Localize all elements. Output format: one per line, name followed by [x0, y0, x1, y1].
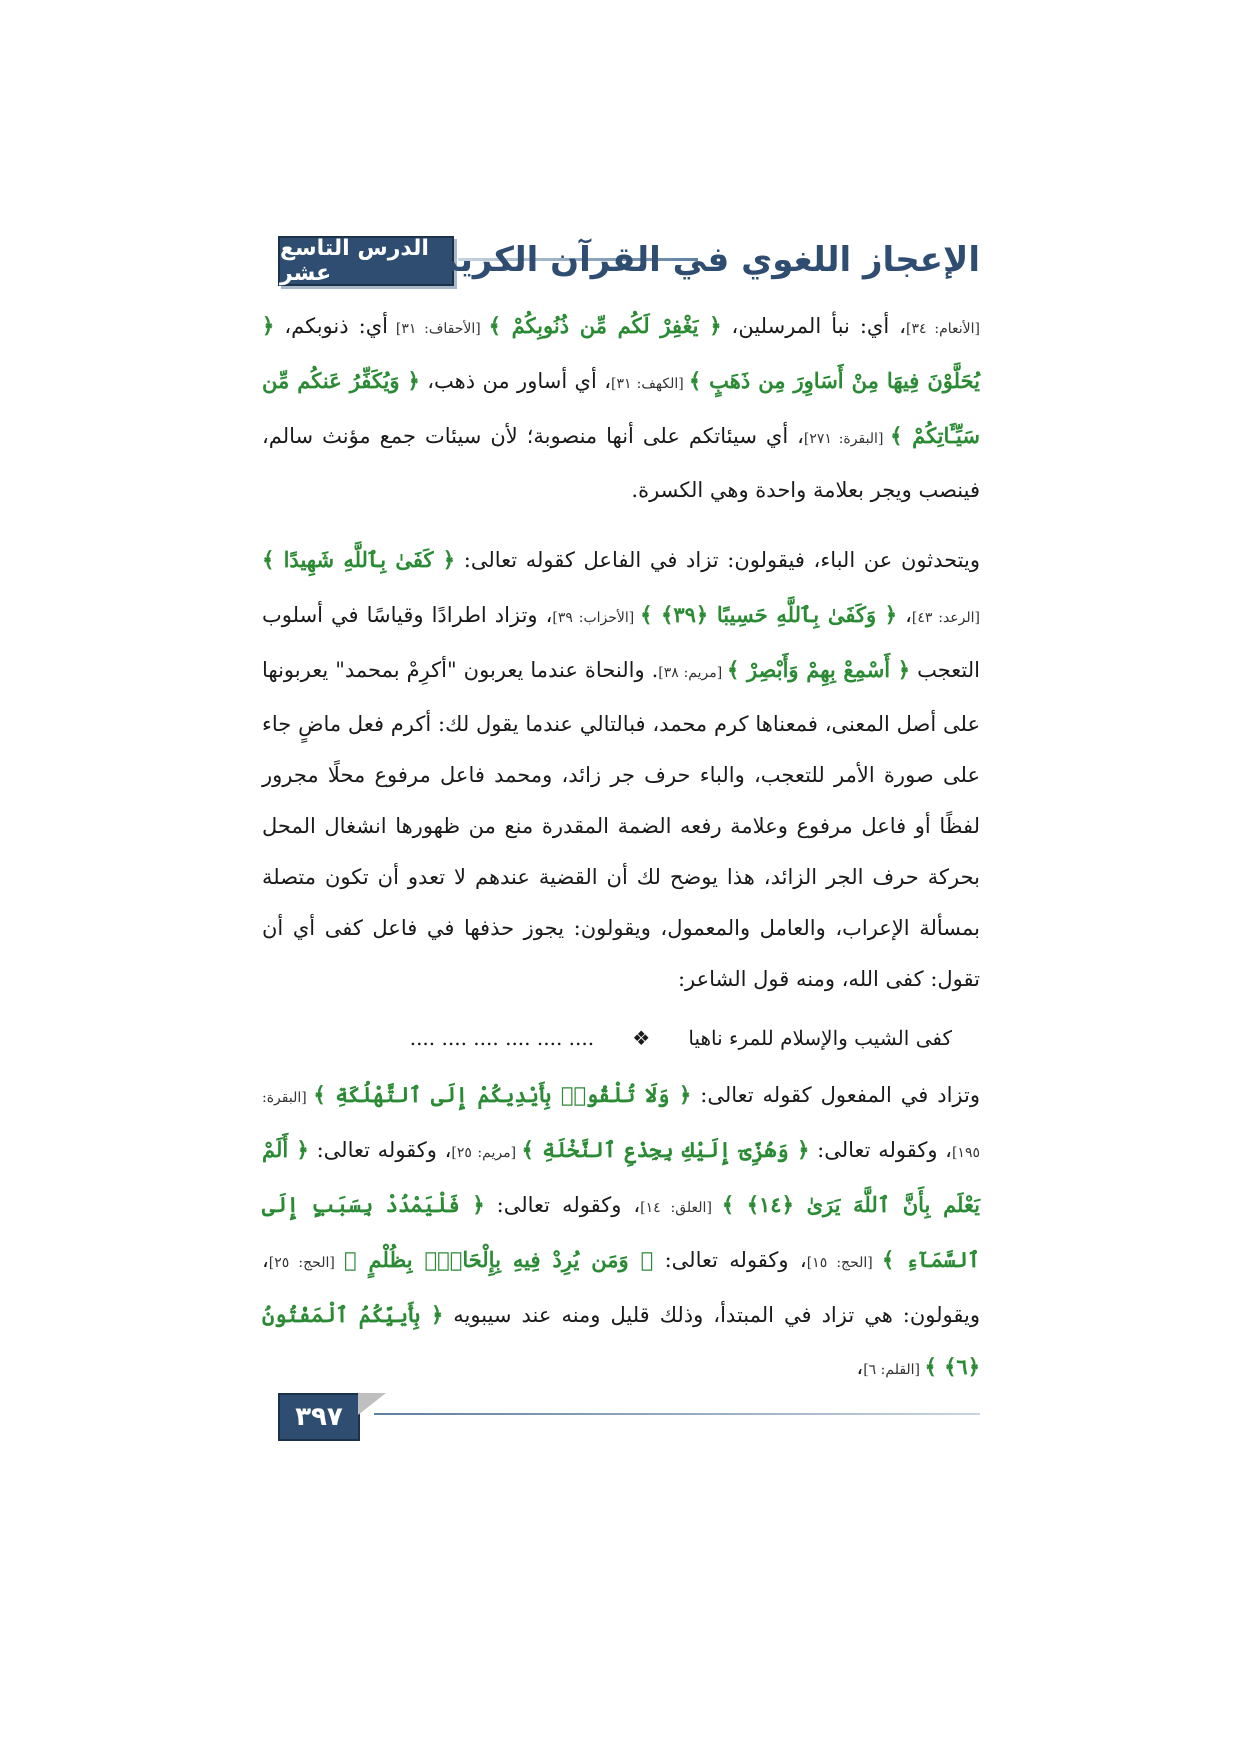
verse-second-half: .... .... .... .... .... ....: [409, 1026, 595, 1050]
page-header: [278, 232, 980, 288]
quran-quote: ﴿ بِأَييِّكُمُ ٱلْمَفْتُونُ ﴿٦﴾ ﴾: [262, 1302, 980, 1379]
page-number-tab: [358, 1393, 386, 1415]
quran-quote: ﴿ وَمَن يُرِدْ فِيهِ بِإِلْحَادٍۭ بِظُلْمٍ ﴾: [343, 1247, 654, 1272]
quran-quote: ﴿ أَلَمْ يَعْلَم بِأَنَّ ٱللَّهَ يَرَىٰ ﴿١٤﴾ ﴾: [262, 1137, 980, 1217]
citation: [الأنعام: ٣٤]: [906, 321, 981, 337]
quran-quote: ﴿ أَسْمِعْ بِهِمْ وَأَبْصِرْ ﴾: [727, 657, 911, 682]
paragraph-1: [262, 300, 980, 516]
quran-quote: ﴿ فَلْيَمْدُدْ بِسَبَبٍ إِلَى ٱلسَّمَآءِ ﴾: [262, 1192, 980, 1272]
text: . والنحاة عندما يعربون "أكرِمْ بمحمد" يعربونها على أصل المعنى، فمعناها كرم محمد، فبالتالي عندما يقول لك: أكرم فعل ماضٍ جاء على صورة الأمر للتعجب، والباء حرف جر زائد، ومحمد فاعل مرفوع محلًا مجرور لفظًا أو فاعل مرفوع وعلامة رفعه الضمة المقدرة منع من ظهورها انشغال المحل بحركة حرف الجر الزائد، هذا يوضح لك أن القضية عندهم لا تعدو أن تكون متصلة بمسألة الإعراب، والعامل والمعمول، ويقولون: يجوز حذفها في فاعل كفى أي أن تقول: كفى الله، ومنه قول الشاعر:: [262, 658, 980, 991]
footer-rule: [374, 1413, 980, 1415]
text: ،: [856, 1355, 864, 1379]
citation: [مريم: ٣٨]: [658, 665, 727, 681]
text: ، أي سيئاتكم على أنها منصوبة؛ لأن سيئات جمع مؤنث سالم، فينصب ويجر بعلامة واحدة وهي الكسرة.: [262, 424, 980, 502]
text: ، وكقوله تعالى:: [484, 1193, 641, 1217]
page-footer: [278, 1393, 980, 1443]
text: ، وتزاد اطرادًا وقياسًا في أسلوب التعجب: [262, 603, 980, 682]
text: ، وكقوله تعالى:: [809, 1138, 952, 1162]
quran-quote: ﴿ يُحَلَّوْنَ فِيهَا مِنْ أَسَاوِرَ مِن ذَهَبٍ ﴾: [262, 313, 980, 393]
text: وتزاد في المفعول كقوله تعالى:: [691, 1083, 980, 1107]
page-body: [262, 300, 980, 1406]
citation: [الحج: ١٥]: [806, 1255, 882, 1271]
text: ، وكقوله تعالى:: [308, 1138, 452, 1162]
quran-quote: ﴿ وَيُكَفِّرُ عَنكُم مِّن سَيِّـَٔاتِكُمْ ﴾: [262, 368, 980, 448]
citation: [القلم: ٦]: [863, 1362, 925, 1378]
text: ويتحدثون عن الباء، فيقولون: تزاد في الفاعل كقوله تعالى:: [455, 548, 980, 572]
text: ، أي: نبأ المرسلين،: [721, 314, 907, 338]
quran-quote: ﴿ كَفَىٰ بِٱللَّهِ شَهِيدًا ﴾: [262, 547, 456, 572]
citation: [الكهف: ٣١]: [611, 376, 689, 392]
citation: [العلق: ١٤]: [640, 1200, 722, 1216]
quran-quote: ﴿ يَغْفِرْ لَكُم مِّن ذُنُوبِكُمْ ﴾: [488, 313, 722, 338]
text: ، وكقوله تعالى:: [653, 1248, 807, 1272]
page-number: ٣٩٧: [278, 1393, 360, 1441]
quran-quote: ﴿ وَهُزِّىٓ إِلَيْكِ بِجِذْعِ ٱلنَّخْلَةِ ﴾: [521, 1137, 810, 1162]
paragraph-2: [262, 534, 980, 1005]
lesson-label: الدرس التاسع عشر: [280, 236, 429, 286]
paragraph-3: [262, 1069, 980, 1396]
lesson-badge: [278, 236, 454, 286]
poetry-verse: [262, 1015, 952, 1061]
citation: [البقرة: ٢٧١]: [803, 431, 891, 447]
citation: [مريم: ٢٥]: [451, 1145, 522, 1161]
quran-quote: ﴿ وَلَا تُلْقُوا۟ بِأَيْدِيكُمْ إِلَى ٱلتَّهْلُكَةِ ﴾: [313, 1082, 692, 1107]
text: ، أي أساور من ذهب،: [419, 369, 611, 393]
citation: [الحج: ٢٥]: [268, 1255, 344, 1271]
text: أي: ذنوبكم،: [274, 314, 389, 338]
citation: [البقرة: ١٩٥]: [262, 1090, 980, 1161]
text: ،: [897, 603, 912, 627]
quran-quote: ﴿ وَكَفَىٰ بِٱللَّهِ حَسِيبًا ﴿٣٩﴾ ﴾: [640, 602, 898, 627]
citation: [الأحقاف: ٣١]: [388, 321, 489, 337]
citation: [الأحزاب: ٣٩]: [552, 610, 641, 626]
verse-separator-icon: ❖: [632, 1026, 651, 1050]
citation: [الرعد: ٤٣]: [911, 610, 981, 626]
text: ، ويقولون: هي تزاد في المبتدأ، وذلك قليل ومنه عند سيبويه: [262, 1248, 980, 1327]
book-title: الإعجاز اللغوي في القرآن الكريم: [433, 240, 980, 280]
verse-first-half: كفى الشيب والإسلام للمرء ناهيا: [688, 1026, 952, 1050]
